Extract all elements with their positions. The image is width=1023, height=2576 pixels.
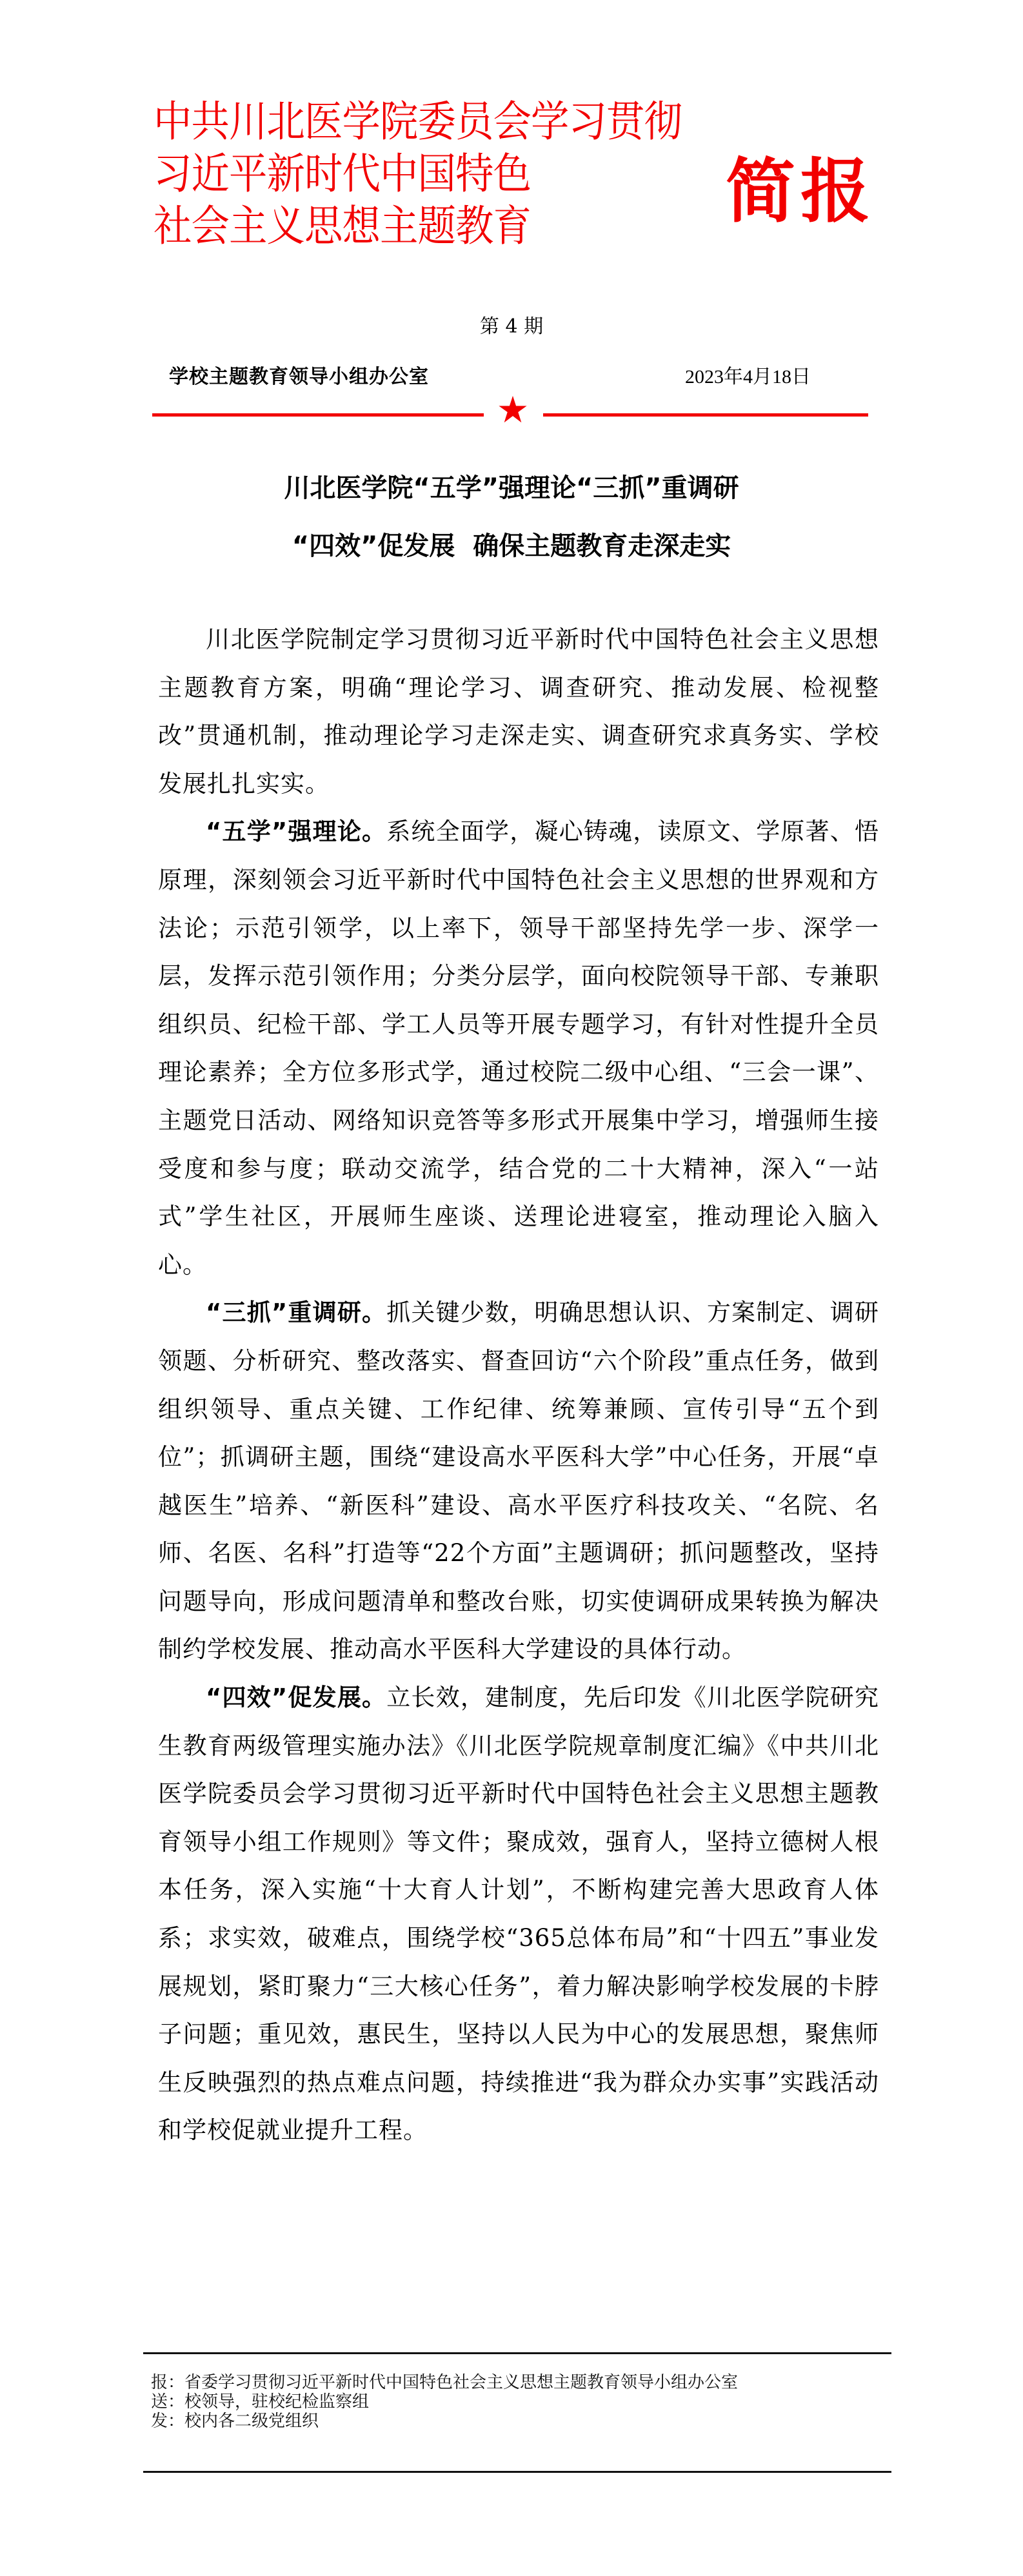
masthead-title-line-3: 社会主义思想主题教育 — [154, 201, 531, 251]
masthead-title — [154, 95, 682, 252]
star-icon — [498, 395, 528, 424]
paragraph-text: 立长效，建制度，先后印发《川北医学院研究生教育两级管理实施办法》《川北医学院规章制度汇编》《中共川北医学院委员会学习贯彻习近平新时代中国特色社会主义思想主题教育领导小组工作规则》等文件；聚成效，强育人，坚持立德树人根本任务，深入实施“十大育人计划”，不断构建完善大思政育人体系；求实效，破难点，围绕学校“365总体布局”和“十四五”事业发展规划，紧盯聚力“三大核心任务”，着力解决影响学校发展的卡脖子问题；重见效，惠民生，坚持以人民为中心的发展思想，聚焦师生反映强烈的热点难点问题，持续推进“我为群众办实事”实践活动和学校促就业提升工程。 — [158, 1684, 880, 2145]
paragraph-lead: “五学”强理论。 — [206, 818, 387, 846]
footer-rule-bottom — [143, 2471, 891, 2473]
article-body — [158, 616, 879, 2155]
paragraph-lead: “三抓”重调研。 — [206, 1299, 387, 1327]
footer-rule-top — [143, 2352, 891, 2354]
article-title-line-2: “四效”促发展 确保主题教育走深走实 — [292, 531, 731, 561]
brief-label: 简报 — [726, 151, 876, 232]
paragraph-text: 川北医学院制定学习贯彻习近平新时代中国特色社会主义思想主题教育方案，明确“理论学习、调查研究、推动发展、检视整改”贯通机制，推动理论学习走深走实、调查研究求真务实、学校发展扎扎实实。 — [158, 625, 879, 798]
paragraph-lead: “四效”促发展。 — [206, 1684, 387, 1712]
masthead-title-line-1: 中共川北医学院委员会学习贯彻 — [154, 97, 682, 146]
paragraph-text: 系统全面学，凝心铸魂，读原文、学原著、悟原理，深刻领会习近平新时代中国特色社会主义思想的世界观和方法论；示范引领学，以上率下，领导干部坚持先学一步、深学一层，发挥示范引领作用；分类分层学，面向校院领导干部、专兼职组织员、纪检干部、学工人员等开展专题学习，有针对性提升全员理论素养；全方位多形式学，通过校院二级中心组、“三会一课”、主题党日活动、网络知识竞答等多形式开展集中学习，增强师生接受度和参与度；联动交流学，结合党的二十大精神，深入“一站式”学生社区，开展师生座谈、送理论进寝室，推动理论入脑入心。 — [158, 818, 880, 1279]
distribution-list — [151, 2373, 738, 2431]
paragraph-four-effects — [158, 1674, 879, 2155]
issuer: 学校主题教育领导小组办公室 — [169, 366, 429, 388]
issue-date: 2023年4月18日 — [685, 366, 811, 388]
distribution-issue-to: 发：校内各二级党组织 — [151, 2412, 319, 2431]
distribution-report-to: 报：省委学习贯彻习近平新时代中国特色社会主义思想主题教育领导小组办公室 — [151, 2373, 739, 2392]
paragraph-text: 抓关键少数，明确思想认识、方案制定、调研领题、分析研究、整改落实、督查回访“六个阶段”重点任务，做到组织领导、重点关键、工作纪律、统筹兼顾、宣传引导“五个到位”；抓调研主题，围绕“建设高水平医科大学”中心任务，开展“卓越医生”培养、“新医科”建设、高水平医疗科技攻关、“名院、名师、名医、名科”打造等“22个方面”主题调研；抓问题整改，坚持问题导向，形成问题清单和整改台账，切实使调研成果转换为解决制约学校发展、推动高水平医科大学建设的具体行动。 — [158, 1299, 880, 1664]
red-divider-left — [152, 413, 484, 417]
red-divider-right — [543, 413, 868, 417]
masthead-title-line-2: 习近平新时代中国特色 — [154, 149, 531, 199]
issue-number: 第 4 期 — [479, 315, 544, 338]
article-title-line-1: 川北医学院“五学”强理论“三抓”重调研 — [284, 473, 739, 503]
distribution-send-to: 送：校领导，驻校纪检监察组 — [151, 2392, 370, 2412]
paragraph-three-grasps — [158, 1289, 879, 1674]
paragraph-five-studies — [158, 808, 879, 1289]
paragraph-intro — [158, 616, 879, 808]
